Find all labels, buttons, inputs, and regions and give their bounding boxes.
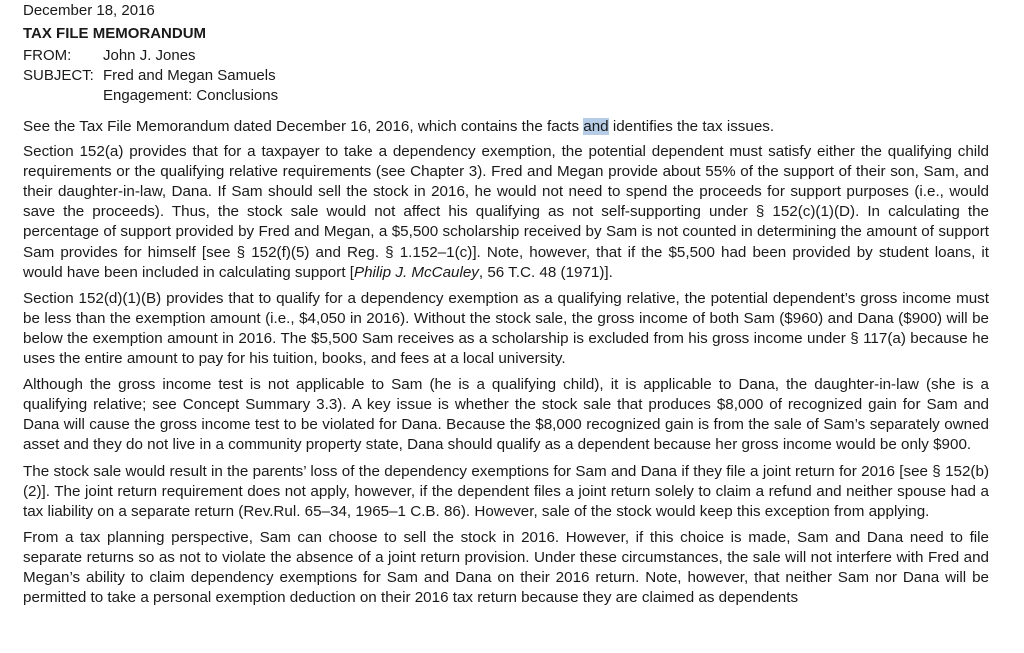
intro-text-before: See the Tax File Memorandum dated December 16, 2016, which contains the facts — [23, 118, 584, 135]
from-row — [23, 46, 989, 66]
paragraph-section-152a[interactable] — [23, 142, 989, 283]
memo-title: TAX FILE MEMORANDUM — [23, 25, 207, 42]
selected-text-highlight[interactable]: and — [583, 118, 609, 135]
paragraph-joint-return[interactable]: The stock sale would result in the parents’ loss of the dependency exemptions for Sam and Dana if they file a joint return for 2016 [see § 152(b)(2)]. The joint return requirement does not apply, however, if the dependent files a joint return solely to claim a refund and neither spouse had a tax liability on a separate return (Rev.Rul. 65–34, 1965–1 C.B. 86). However, sale of the stock would keep this exception from applying. — [23, 462, 989, 520]
section-152a-end: , 56 T.C. 48 (1971)]. — [478, 263, 613, 281]
memo-date: December 18, 2016 — [23, 2, 155, 19]
subject-label: SUBJECT: — [23, 67, 94, 84]
section-152a-text: Section 152(a) provides that for a taxpayer to take a dependency exemption, the potential dependent must satisfy either the qualifying child requirements or the qualifying relative requirements (see Chapter 3). Fred and Megan provide about 55% of the support of their son, Sam, and their daughter-in-law, Dana. If Sam should sell the stock in 2016, he would not need to spend the proceeds for support purposes (i.e., would save the proceeds). Thus, the stock sale would not affect his qualifying as not self-supporting under § 152(c)(1)(D). In calculating the percentage of support provided by Fred and Megan, a $5,500 scholarship received by Sam is not counted in determining the amount of support Sam provides for himself [see § 152(f)(5) and Reg. § 1.152–1(c)]. Note, however, that if the $5,500 had been provided by student loans, it would have been included in calculating support [ — [23, 143, 989, 281]
paragraph-tax-planning[interactable]: From a tax planning perspective, Sam can choose to sell the stock in 2016. However, if this choice is made, Sam and Dana need to file separate returns so as not to violate the absence of a joint return provision. Under these circumstances, the sale will not interfere with Fred and Megan’s ability to claim dependency exemptions for Sam and Dana on their 2016 return. Note, however, that neither Sam nor Dana will be permitted to take a personal exemption deduction on their 2016 tax return because they are claimed as dependents — [23, 528, 989, 607]
case-citation: Philip J. McCauley — [353, 263, 479, 281]
subject-row — [23, 66, 989, 86]
paragraph-section-152d[interactable]: Section 152(d)(1)(B) provides that to qualify for a dependency exemption as a qualifying relative, the potential dependent’s gross income must be less than the exemption amount (i.e., $4,050 in 2016). Without the stock sale, the gross income of both Sam ($960) and Dana ($900) will be below the exemption amount in 2016. The $5,500 Sam receives as a scholarship is excluded from his gross income under § 117(a) because he uses the entire amount to pay for his tuition, books, and fees at a local university. — [23, 289, 989, 368]
subject-value-2: Engagement: Conclusions — [103, 87, 279, 104]
subject-value: Fred and Megan Samuels — [103, 67, 276, 84]
from-value: John J. Jones — [103, 47, 196, 64]
intro-text-after: identifies the tax issues. — [608, 118, 775, 135]
from-label: FROM: — [23, 47, 72, 64]
paragraph-gross-income-test[interactable]: Although the gross income test is not applicable to Sam (he is a qualifying child), it is applicable to Dana, the daughter-in-law (she is a qualifying relative; see Concept Summary 3.3). A key issue is whether the stock sale that produces $8,000 of recognized gain for Sam and Dana will cause the gross income test to be violated for Dana. Because the $8,000 recognized gain is from the sale of Sam’s separately owned asset and they do not live in a community property state, Dana should qualify as a dependent because her gross income would be only $900. — [23, 376, 989, 454]
paragraph-intro[interactable] — [23, 117, 989, 137]
memo-header — [23, 46, 989, 106]
memo-page — [23, 0, 989, 608]
